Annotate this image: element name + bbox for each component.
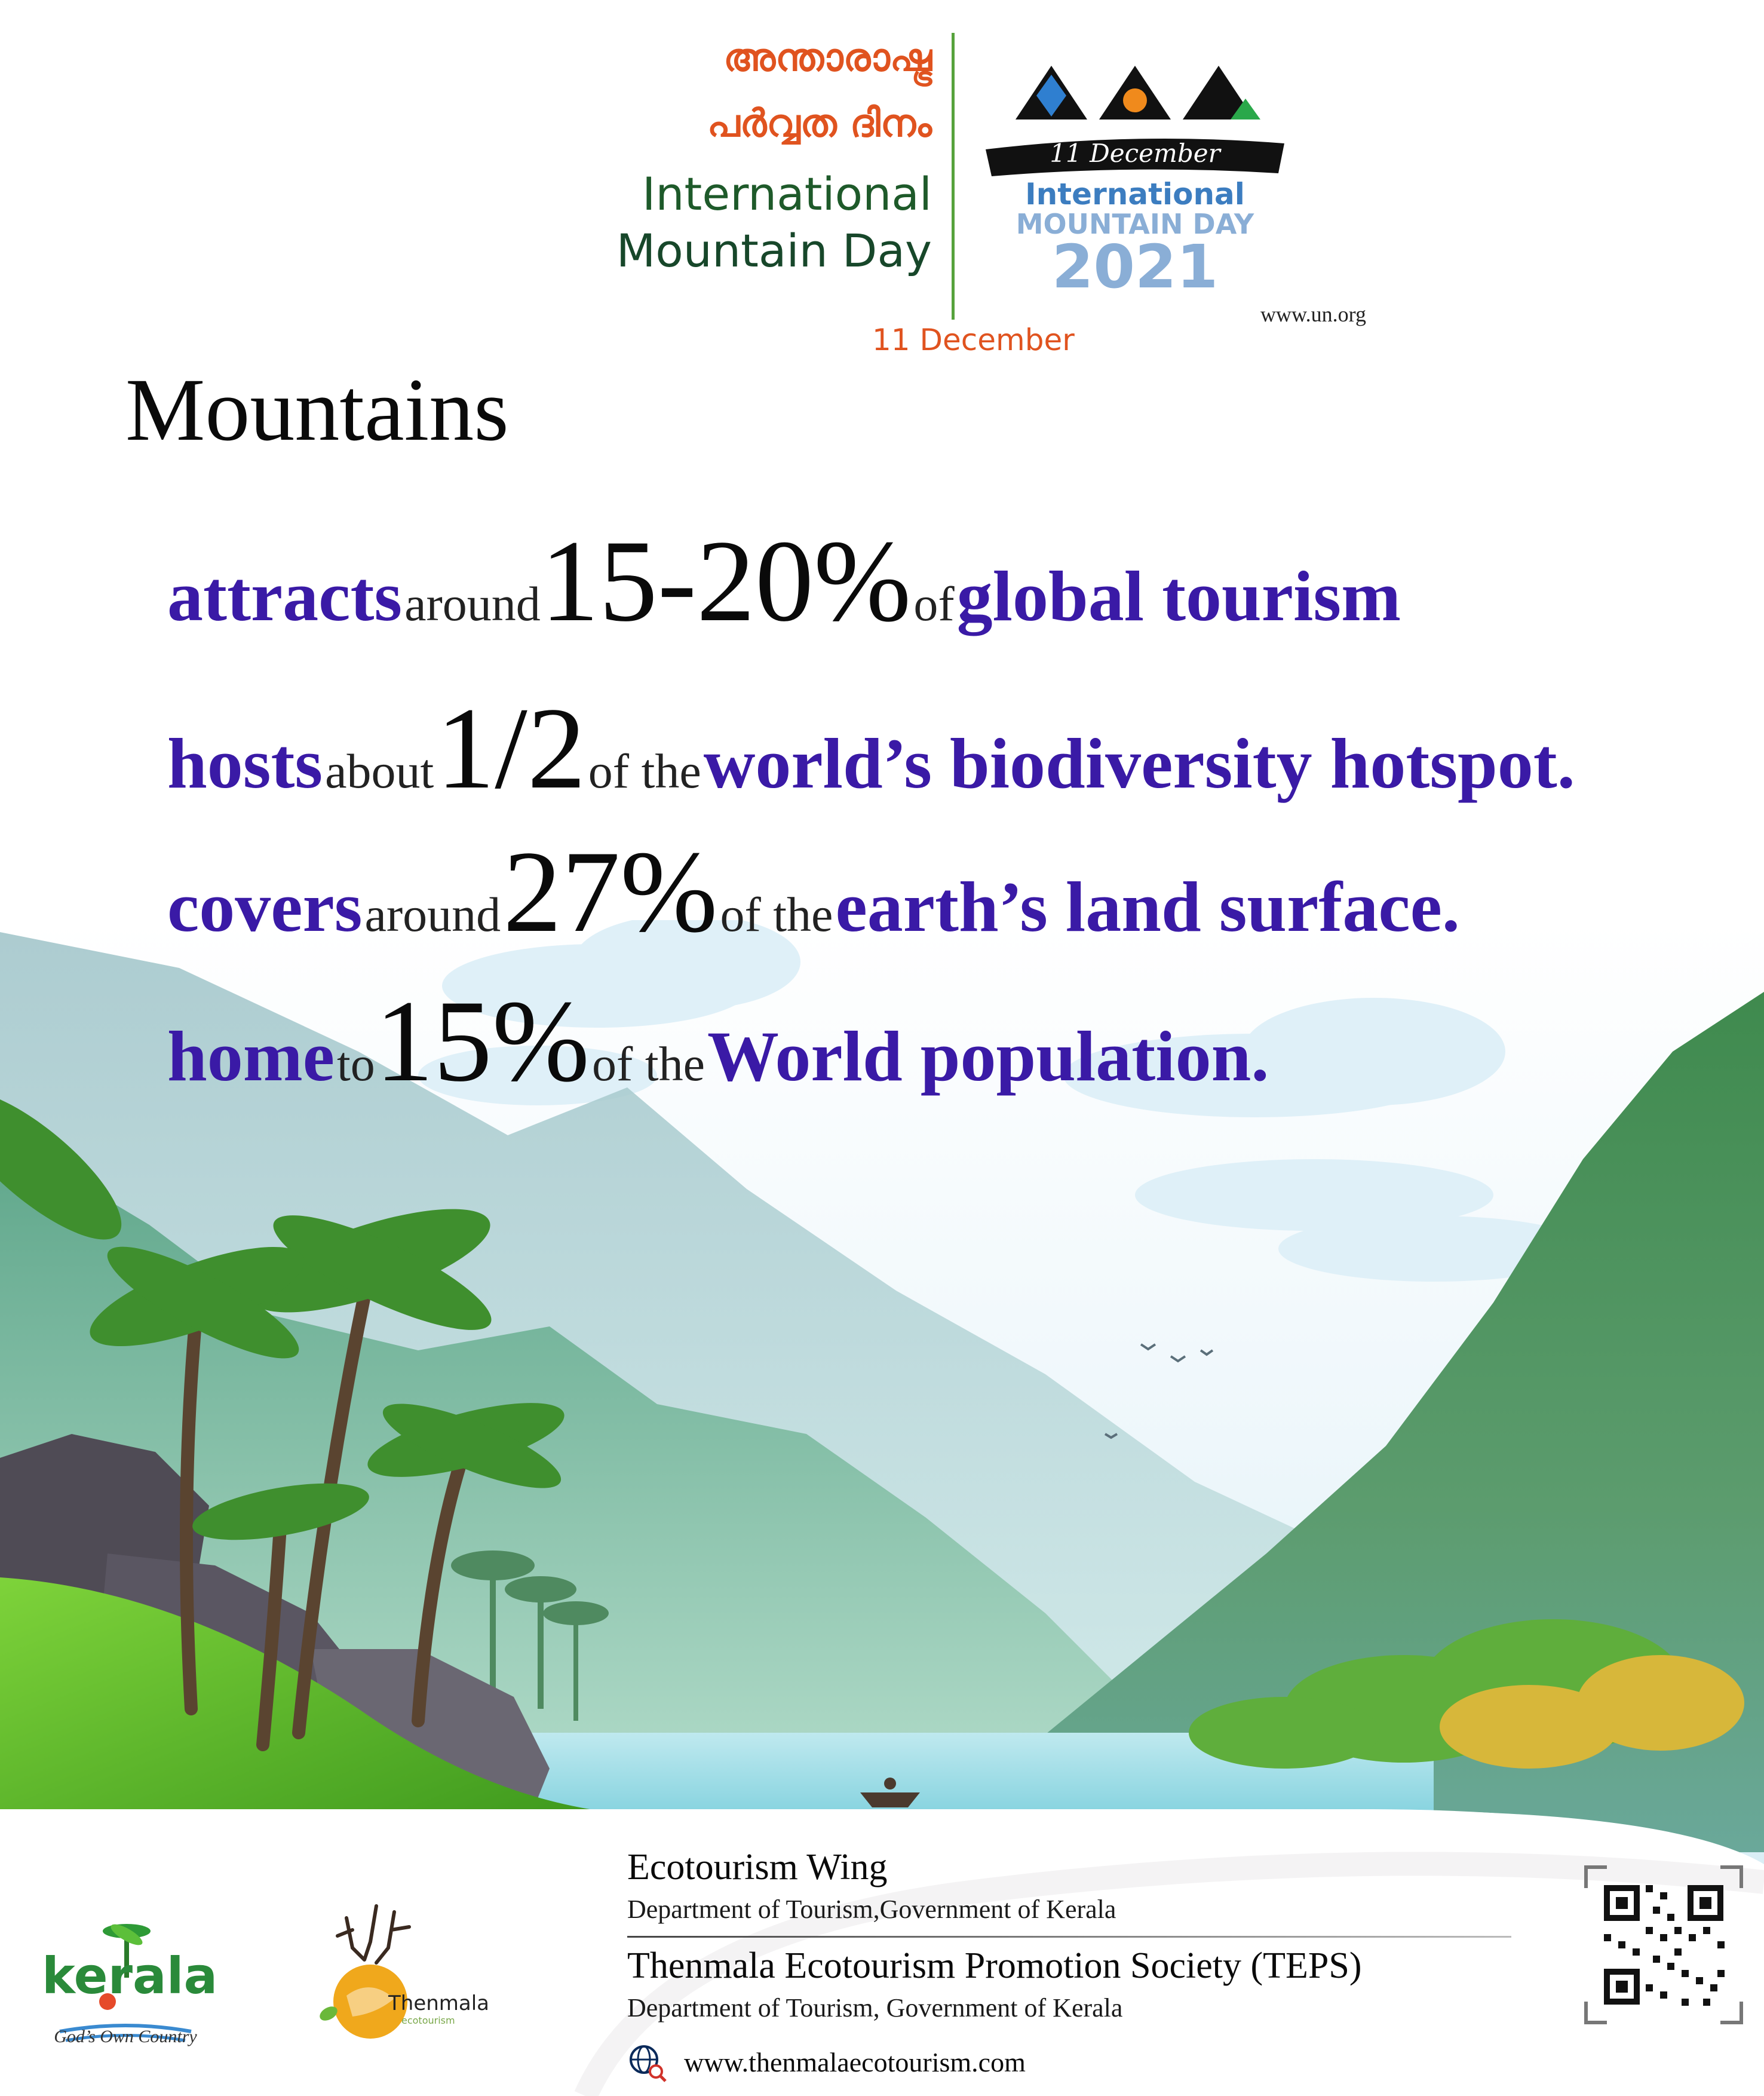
fact-subject: global tourism bbox=[956, 556, 1401, 636]
kerala-tagline: God’s Own Country bbox=[54, 2027, 197, 2046]
fact-qualifier: around bbox=[364, 887, 501, 942]
fact-keyword: home bbox=[167, 1016, 335, 1096]
fact-number: 27% bbox=[503, 827, 718, 957]
fact-number: 15% bbox=[375, 976, 590, 1106]
title-line2: Mountain Day bbox=[616, 224, 932, 277]
fact-connector: of the bbox=[588, 744, 701, 798]
footer-org1-sub: Department of Tourism,Government of Kerala bbox=[627, 1895, 1116, 1924]
fact-subject: World population. bbox=[707, 1016, 1269, 1096]
fact-keyword: hosts bbox=[167, 724, 323, 803]
fact-row bbox=[167, 825, 1460, 959]
fact-keyword: covers bbox=[167, 867, 363, 946]
un-website[interactable]: www.un.org bbox=[1260, 302, 1366, 326]
thenmala-subtitle: ecotourism bbox=[401, 2015, 455, 2026]
footer-org2: Thenmala Ecotourism Promotion Society (TEPS) bbox=[627, 1945, 1362, 1986]
logo-line2: MOUNTAIN DAY bbox=[1016, 208, 1254, 240]
footer-org1: Ecotourism Wing bbox=[627, 1847, 888, 1887]
globe-search-icon bbox=[626, 2040, 669, 2083]
fact-keyword: attracts bbox=[167, 556, 403, 636]
page-heading: Mountains bbox=[125, 360, 509, 459]
header-divider bbox=[952, 33, 955, 320]
fact-connector: of the bbox=[592, 1037, 705, 1091]
logo-line1: International bbox=[1025, 177, 1245, 212]
fact-subject: world’s biodiversity hotspot. bbox=[703, 724, 1575, 803]
thenmala-deer-logo bbox=[305, 1894, 496, 2043]
fact-qualifier: about bbox=[325, 744, 434, 798]
fact-qualifier: to bbox=[336, 1037, 375, 1091]
footer-org2-sub: Department of Tourism, Government of Kerala bbox=[627, 1993, 1123, 2023]
fact-qualifier: around bbox=[404, 577, 541, 631]
title-line1: International bbox=[642, 167, 932, 220]
malayalam-title-line1: അന്താരാഷ്ട്ര bbox=[723, 36, 932, 80]
fact-row bbox=[167, 514, 1401, 648]
fact-number: 1/2 bbox=[436, 684, 586, 813]
fact-row bbox=[167, 681, 1575, 816]
fact-connector: of bbox=[913, 577, 955, 631]
fact-row bbox=[167, 974, 1269, 1108]
qr-code[interactable] bbox=[1583, 1864, 1744, 2025]
malayalam-title-line2: പർവ്വത ദിനം bbox=[707, 102, 932, 146]
logo-year: 2021 bbox=[1051, 232, 1219, 302]
kerala-wordmark: kerala bbox=[42, 1947, 218, 2005]
fact-connector: of the bbox=[720, 887, 833, 942]
footer-divider bbox=[627, 1936, 1511, 1938]
header-date: 11 December bbox=[872, 323, 1075, 357]
footer-website[interactable]: www.thenmalaecotourism.com bbox=[684, 2047, 1026, 2077]
logo-ribbon-text: 11 December bbox=[1050, 139, 1220, 168]
thenmala-wordmark: Thenmala bbox=[388, 1991, 490, 2015]
fact-number: 15-20% bbox=[540, 516, 912, 646]
fact-subject: earth’s land surface. bbox=[835, 867, 1460, 946]
